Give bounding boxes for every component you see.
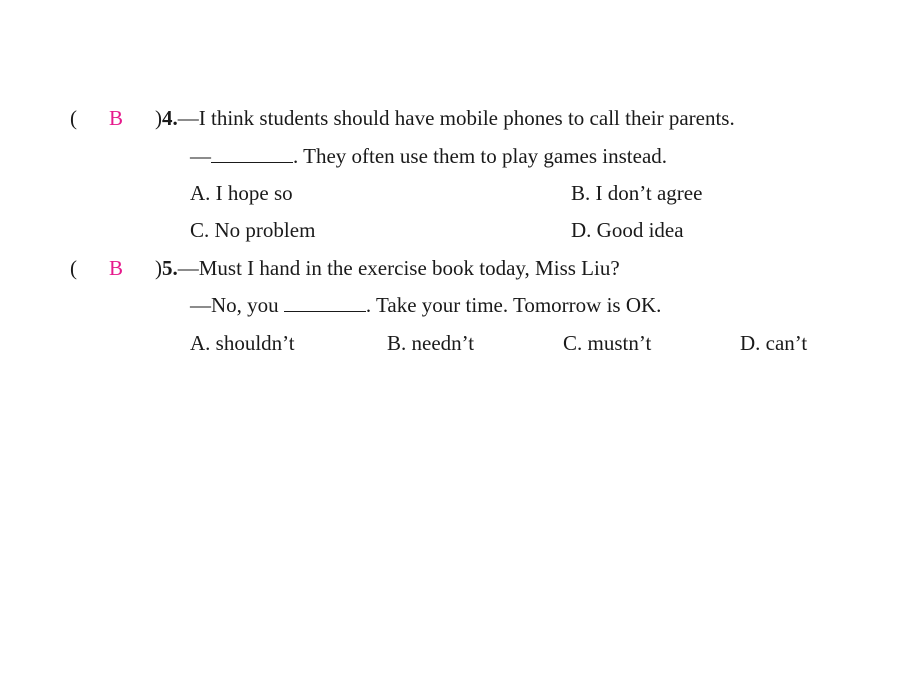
answer-mark-q5: B [108, 256, 123, 280]
question-5-response [190, 291, 661, 319]
answer-bracket-close: ) [155, 106, 162, 130]
response-dash: — [190, 144, 211, 168]
answer-bracket-open: ( [70, 256, 77, 280]
response-text: . They often use them to play games instead. [293, 144, 668, 168]
question-5-prompt: —Must I hand in the exercise book today, Miss Liu? [177, 256, 620, 280]
option-c-q4: C. No problem [190, 218, 316, 242]
response-text: . Take your time. Tomorrow is OK. [365, 293, 662, 317]
option-b-q4: B. I don’t agree [571, 181, 703, 205]
fill-in-blank [211, 144, 293, 163]
option-d-q5: D. can’t [740, 331, 808, 355]
question-4-stem [70, 104, 735, 132]
option-c-q5: C. mustn’t [563, 331, 652, 355]
answer-bracket-close: ) [155, 256, 162, 280]
answer-mark-q4: B [108, 106, 123, 130]
fill-in-blank [284, 293, 366, 312]
option-a-q5: A. shouldn’t [190, 331, 295, 355]
question-4-prompt: —I think students should have mobile phones to call their parents. [177, 106, 735, 130]
question-5-stem [70, 254, 620, 282]
question-4-response [190, 142, 667, 170]
response-lead: —No, you [190, 293, 284, 317]
option-a-q4: A. I hope so [190, 181, 293, 205]
option-d-q4: D. Good idea [571, 218, 684, 242]
question-number-4: 4. [162, 106, 178, 130]
question-number-5: 5. [162, 256, 178, 280]
answer-bracket-open: ( [70, 106, 77, 130]
option-b-q5: B. needn’t [387, 331, 475, 355]
